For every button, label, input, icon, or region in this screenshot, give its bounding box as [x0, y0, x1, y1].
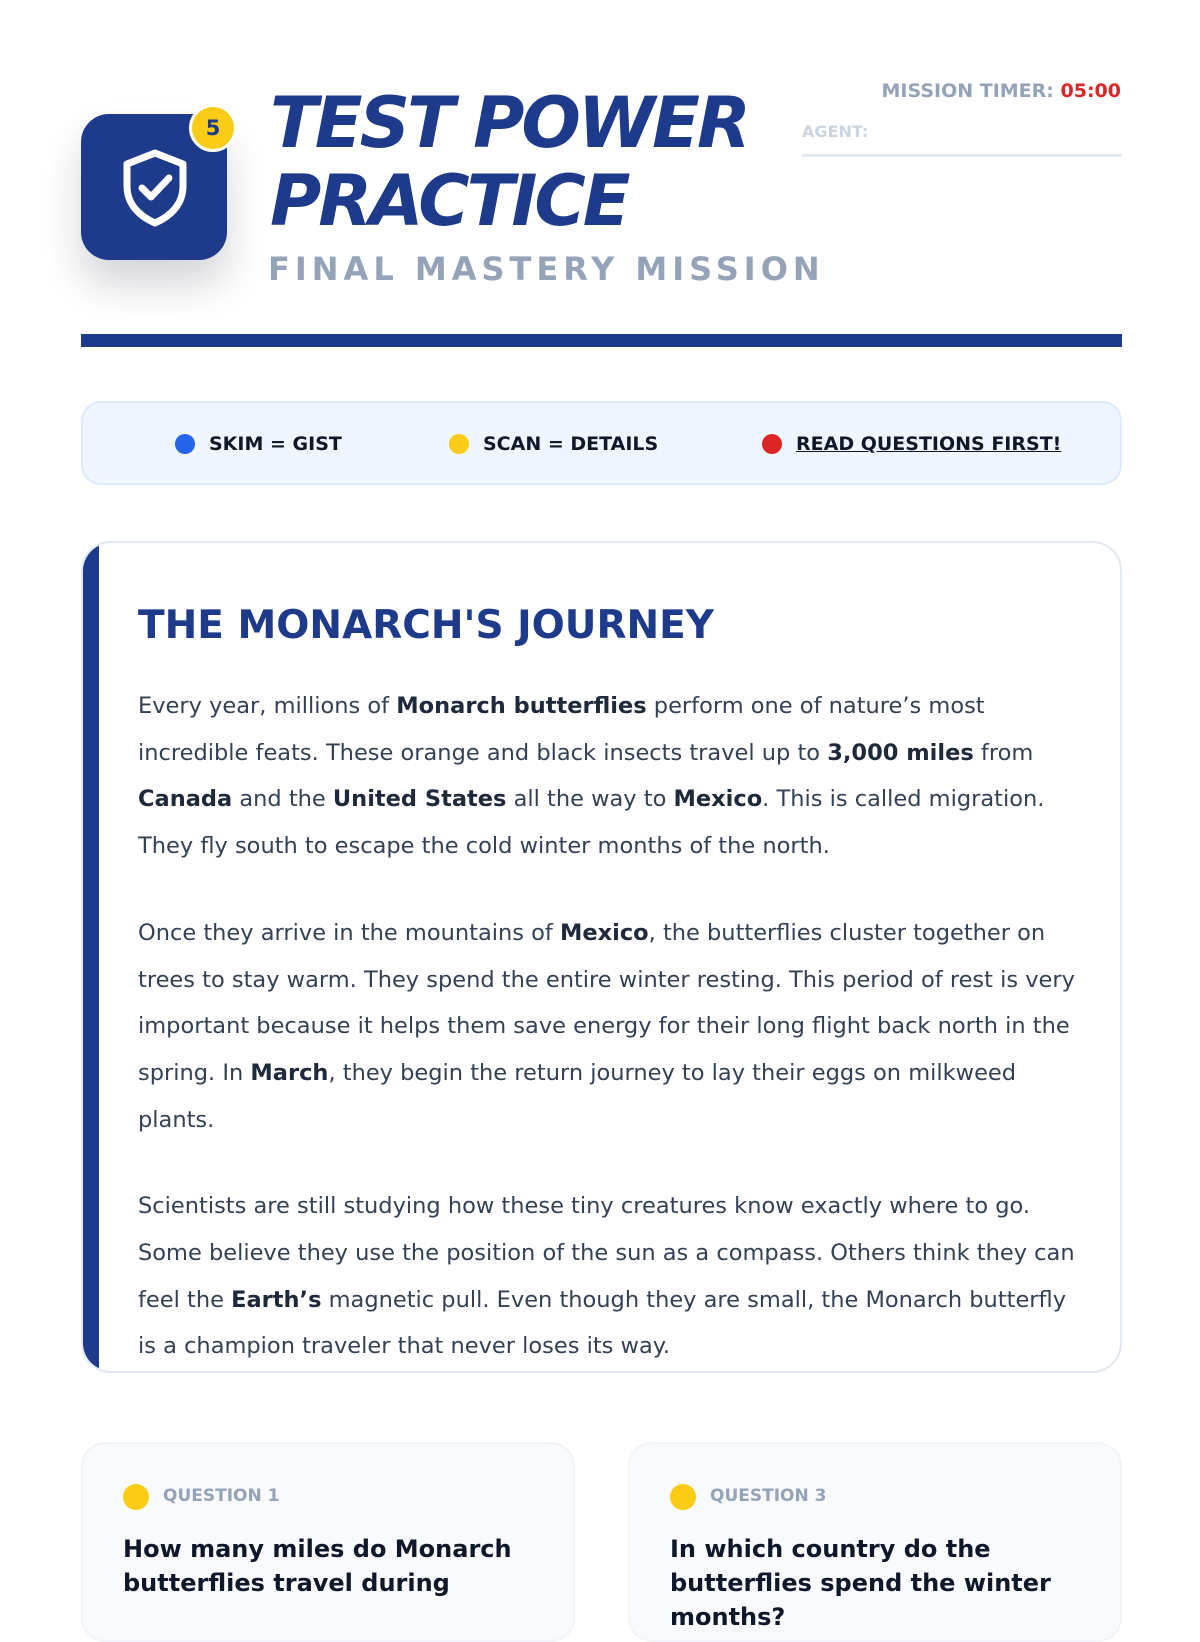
mission-timer	[882, 80, 1121, 102]
legend-item-skim	[175, 433, 342, 455]
strategy-legend	[81, 401, 1122, 485]
question-text: In which country do the butterflies spend the winter months?	[670, 1535, 1051, 1631]
question-label: QUESTION 1	[163, 1486, 280, 1506]
header-divider	[81, 334, 1122, 347]
agent-field[interactable]	[802, 122, 1122, 157]
yellow-dot-icon	[123, 1484, 149, 1510]
legend-item-read-questions	[762, 433, 1061, 455]
timer-value: 05:00	[1060, 80, 1121, 102]
legend-label: READ QUESTIONS FIRST!	[796, 433, 1062, 455]
question-text: How many miles do Monarch butterflies travel during	[123, 1535, 512, 1597]
legend-label: SCAN = DETAILS	[483, 433, 659, 455]
agent-label: AGENT:	[802, 122, 869, 141]
passage-paragraph-2: Once they arrive in the mountains of Mexico, the butterflies cluster together on trees to stay warm. They spend the entire winter resting. This period of rest is very important because it helps them save energy for their long flight back north in the spring. In March, they begin the return journey to lay their eggs on milkweed plants.	[138, 919, 1075, 1133]
red-dot-icon	[762, 434, 782, 454]
legend-label: SKIM = GIST	[209, 433, 342, 455]
page-title-line-1: TEST POWER	[270, 82, 748, 164]
page-title-line-2: PRACTICE	[270, 160, 628, 242]
question-card-1[interactable]	[81, 1442, 575, 1642]
legend-item-scan	[449, 433, 658, 455]
passage-paragraph-1: Every year, millions of Monarch butterflies perform one of nature’s most incredible feats. These orange and black insects travel up to 3,000 miles from Canada and the United States all the way to Mexico. This is called migration. They fly south to escape the cold winter months of the north.	[138, 693, 1045, 860]
yellow-dot-icon	[449, 434, 469, 454]
shield-check-icon	[119, 148, 191, 228]
blue-dot-icon	[175, 434, 195, 454]
level-badge: 5	[189, 104, 237, 152]
passage-title: THE MONARCH'S JOURNEY	[138, 603, 715, 648]
passage-body	[138, 683, 1078, 1373]
passage-paragraph-3: Scientists are still studying how these tiny creatures know exactly where to go. Some believe they use the position of the sun as a compass. Others think they can feel the Earth’s magnetic pull. Even though they are small, the Monarch butterfly is a champion traveler that never loses its way.	[138, 1193, 1075, 1360]
reading-passage	[81, 541, 1122, 1373]
question-card-3[interactable]	[628, 1442, 1122, 1642]
passage-accent-bar	[83, 543, 99, 1371]
timer-label: MISSION TIMER:	[881, 80, 1054, 102]
page-subtitle: FINAL MASTERY MISSION	[268, 250, 825, 288]
question-label: QUESTION 3	[710, 1486, 827, 1506]
yellow-dot-icon	[670, 1484, 696, 1510]
